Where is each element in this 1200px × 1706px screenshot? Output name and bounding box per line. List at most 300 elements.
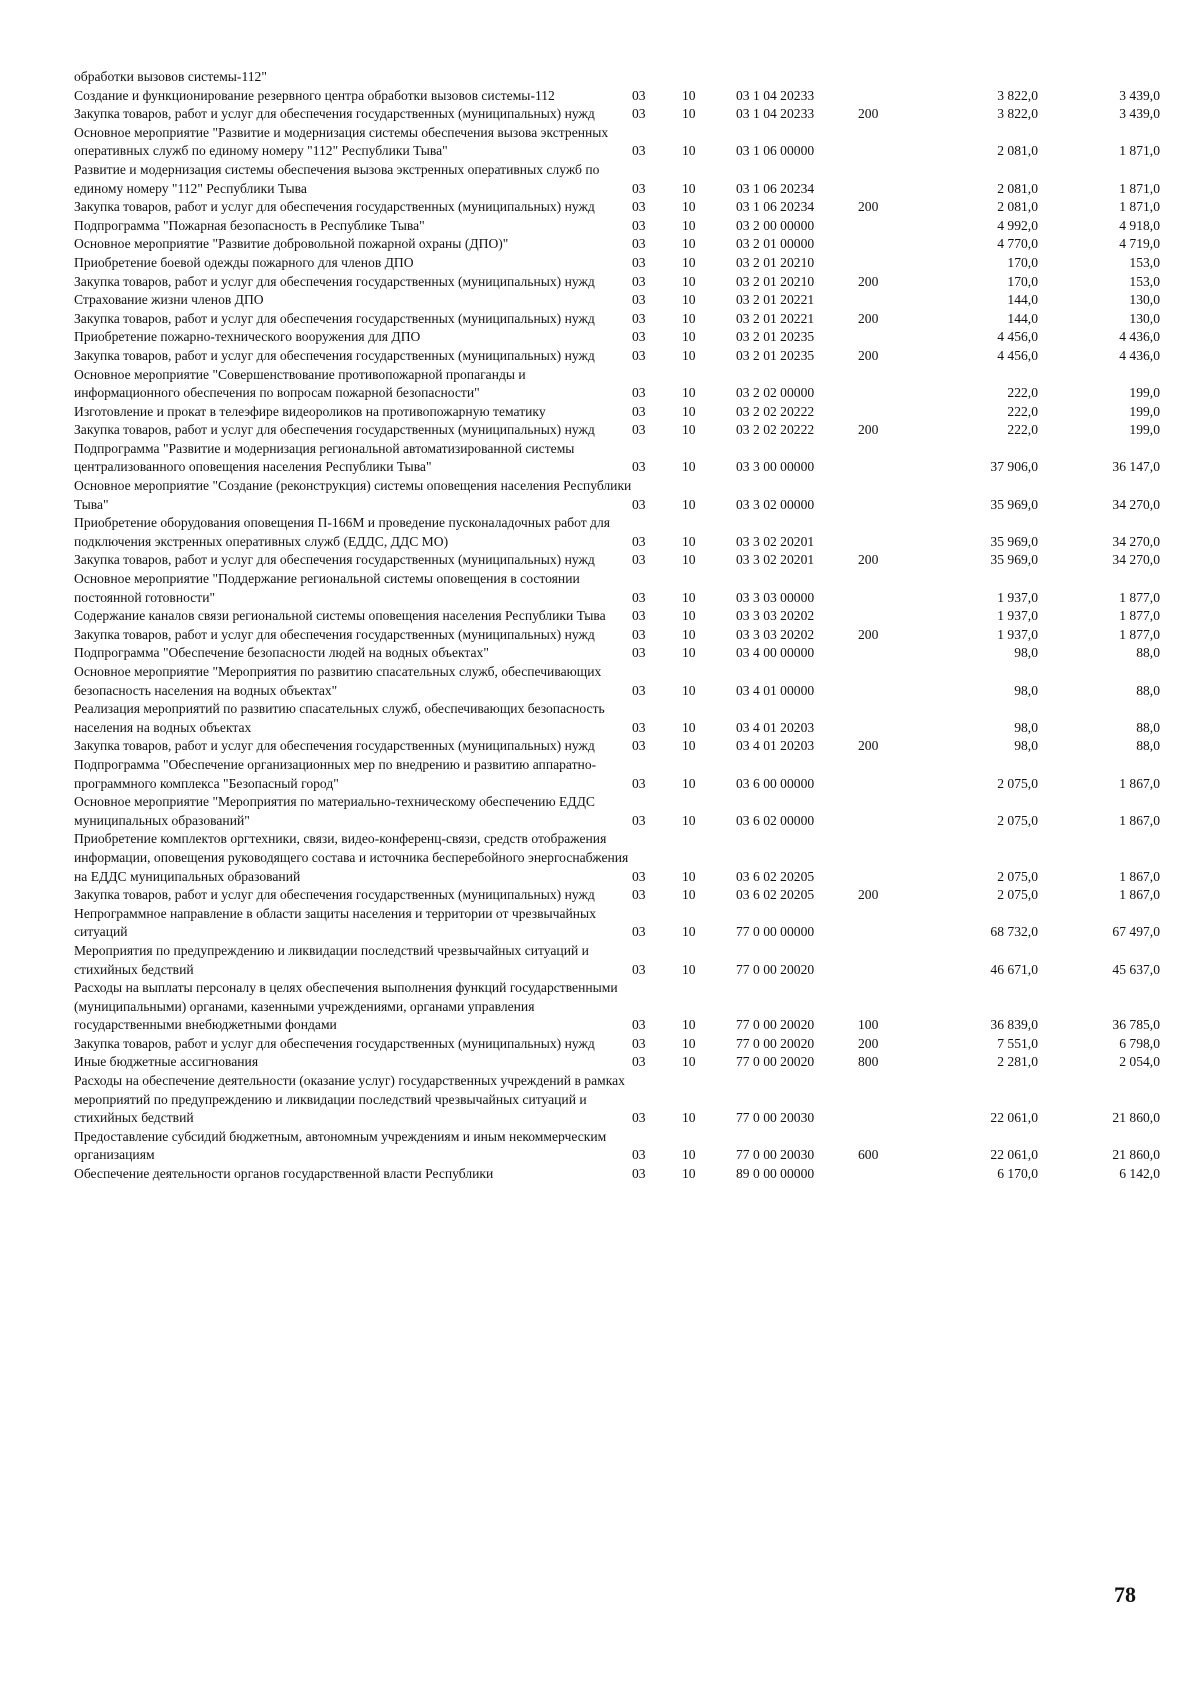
expense-type-cell: 200 bbox=[858, 738, 879, 754]
section-code-cell: 03 bbox=[632, 329, 646, 345]
amount-2-cell: 1 867,0 bbox=[1119, 887, 1160, 903]
table-row bbox=[74, 1072, 1160, 1128]
amount-2-cell: 34 270,0 bbox=[1112, 496, 1160, 512]
row-name-cell: Реализация мероприятий по развитию спасательных служб, обеспечивающих безопасность населения на водных объектах bbox=[74, 701, 605, 735]
expense-type-cell: 200 bbox=[858, 887, 879, 903]
amount-2-cell: 34 270,0 bbox=[1112, 552, 1160, 568]
amount-1-cell: 4 992,0 bbox=[997, 217, 1038, 233]
expense-type-cell: 200 bbox=[858, 273, 879, 289]
amount-1-cell: 3 822,0 bbox=[997, 87, 1038, 103]
expense-type-cell: 200 bbox=[858, 310, 879, 326]
table-row bbox=[74, 979, 1160, 1035]
subsection-code-cell: 10 bbox=[682, 1054, 696, 1070]
table-row bbox=[74, 756, 1160, 793]
amount-2-cell: 130,0 bbox=[1129, 310, 1160, 326]
target-article-cell: 77 0 00 00000 bbox=[736, 924, 815, 940]
amount-1-cell: 35 969,0 bbox=[990, 496, 1038, 512]
amount-2-cell: 3 439,0 bbox=[1119, 87, 1160, 103]
amount-2-cell: 4 918,0 bbox=[1119, 217, 1160, 233]
target-article-cell bbox=[736, 68, 858, 87]
row-name-cell: Подпрограмма "Пожарная безопасность в Республике Тыва" bbox=[74, 217, 425, 233]
row-name-cell: Закупка товаров, работ и услуг для обеспечения государственных (муниципальных) нужд bbox=[74, 552, 595, 568]
subsection-code-cell: 10 bbox=[682, 738, 696, 754]
subsection-code-cell: 10 bbox=[682, 589, 696, 605]
subsection-code-cell: 10 bbox=[682, 626, 696, 642]
table-row bbox=[74, 1035, 1160, 1054]
amount-1-cell: 98,0 bbox=[1014, 645, 1038, 661]
subsection-code-cell: 10 bbox=[682, 1166, 696, 1182]
target-article-cell: 03 2 01 20221 bbox=[736, 310, 815, 326]
table-row bbox=[74, 347, 1160, 366]
amount-1-cell: 222,0 bbox=[1007, 422, 1038, 438]
row-name-cell: Страхование жизни членов ДПО bbox=[74, 292, 264, 308]
row-name-cell: Подпрограмма "Развитие и модернизация региональной автоматизированной системы централизованного оповещения населения Республики Тыва" bbox=[74, 440, 575, 475]
expense-type-cell bbox=[858, 514, 934, 551]
target-article-cell: 03 3 00 00000 bbox=[736, 459, 815, 475]
section-code-cell: 03 bbox=[632, 626, 646, 642]
section-code-cell: 03 bbox=[632, 347, 646, 363]
amount-2-cell: 4 436,0 bbox=[1119, 347, 1160, 363]
section-code-cell: 03 bbox=[632, 924, 646, 940]
amount-2-cell: 4 719,0 bbox=[1119, 236, 1160, 252]
expense-type-cell bbox=[858, 477, 934, 514]
amount-1-cell: 2 075,0 bbox=[997, 775, 1038, 791]
row-name-cell: Основное мероприятие "Развитие добровольной пожарной охраны (ДПО)" bbox=[74, 236, 509, 252]
subsection-code-cell: 10 bbox=[682, 812, 696, 828]
row-name-cell: Закупка товаров, работ и услуг для обеспечения государственных (муниципальных) нужд bbox=[74, 310, 595, 326]
expense-type-cell: 200 bbox=[858, 626, 879, 642]
table-row bbox=[74, 291, 1160, 310]
subsection-code-cell: 10 bbox=[682, 1017, 696, 1033]
amount-2-cell: 88,0 bbox=[1136, 738, 1160, 754]
table-row bbox=[74, 310, 1160, 329]
subsection-code-cell: 10 bbox=[682, 180, 696, 196]
section-code-cell: 03 bbox=[632, 496, 646, 512]
amount-2-cell: 1 867,0 bbox=[1119, 868, 1160, 884]
amount-2-cell: 21 860,0 bbox=[1112, 1147, 1160, 1163]
target-article-cell: 03 6 02 20205 bbox=[736, 887, 815, 903]
section-code-cell: 03 bbox=[632, 273, 646, 289]
subsection-code-cell: 10 bbox=[682, 719, 696, 735]
amount-2-cell: 199,0 bbox=[1129, 385, 1160, 401]
subsection-code-cell: 10 bbox=[682, 682, 696, 698]
table-row bbox=[74, 514, 1160, 551]
table-row bbox=[74, 607, 1160, 626]
amount-1-cell: 98,0 bbox=[1014, 738, 1038, 754]
section-code-cell: 03 bbox=[632, 1147, 646, 1163]
expense-type-cell bbox=[858, 403, 934, 422]
target-article-cell: 03 4 01 20203 bbox=[736, 719, 815, 735]
expense-type-cell: 200 bbox=[858, 106, 879, 122]
expense-type-cell bbox=[858, 905, 934, 942]
row-name-cell: Закупка товаров, работ и услуг для обеспечения государственных (муниципальных) нужд bbox=[74, 738, 595, 754]
amount-1-cell: 2 075,0 bbox=[997, 868, 1038, 884]
target-article-cell: 03 2 01 20210 bbox=[736, 254, 815, 270]
section-code-cell: 03 bbox=[632, 533, 646, 549]
target-article-cell: 03 6 02 20205 bbox=[736, 868, 815, 884]
amount-1-cell: 37 906,0 bbox=[990, 459, 1038, 475]
amount-1-cell: 222,0 bbox=[1007, 403, 1038, 419]
target-article-cell: 03 6 00 00000 bbox=[736, 775, 815, 791]
row-name-cell: Основное мероприятие "Мероприятия по развитию спасательных служб, обеспечивающих безопасность населения на водных объектах" bbox=[74, 664, 602, 698]
amount-2-cell: 1 871,0 bbox=[1119, 199, 1160, 215]
row-name-cell: Развитие и модернизация системы обеспечения вызова экстренных оперативных служб по единому номеру "112" Республики Тыва bbox=[74, 161, 600, 196]
row-name-cell: Расходы на обеспечение деятельности (оказание услуг) государственных учреждений в рамках мероприятий по предупреждению и ликвидации последствий чрезвычайных ситуаций и стихийных бедствий bbox=[74, 1073, 625, 1126]
section-code-cell: 03 bbox=[632, 254, 646, 270]
expense-type-cell: 600 bbox=[858, 1147, 879, 1163]
amount-2-cell: 153,0 bbox=[1129, 273, 1160, 289]
amount-1-cell: 4 770,0 bbox=[997, 236, 1038, 252]
target-article-cell: 03 1 06 20234 bbox=[736, 199, 815, 215]
amount-2-cell: 88,0 bbox=[1136, 719, 1160, 735]
amount-1-cell: 1 937,0 bbox=[997, 626, 1038, 642]
table-row bbox=[74, 570, 1160, 607]
row-name-cell: обработки вызовов системы-112" bbox=[74, 69, 267, 84]
table-row bbox=[74, 626, 1160, 645]
target-article-cell: 03 2 02 20222 bbox=[736, 422, 815, 438]
amount-2-cell: 1 877,0 bbox=[1119, 608, 1160, 624]
section-code-cell: 03 bbox=[632, 217, 646, 233]
target-article-cell: 03 2 02 00000 bbox=[736, 385, 815, 401]
expense-type-cell bbox=[858, 291, 934, 310]
expense-type-cell: 200 bbox=[858, 347, 879, 363]
amount-2-cell: 4 436,0 bbox=[1119, 329, 1160, 345]
amount-1-cell: 22 061,0 bbox=[990, 1110, 1038, 1126]
table-row bbox=[74, 905, 1160, 942]
subsection-code-cell: 10 bbox=[682, 347, 696, 363]
row-name-cell: Изготовление и прокат в телеэфире видеороликов на противопожарную тематику bbox=[74, 403, 546, 419]
expense-type-cell bbox=[858, 217, 934, 236]
section-code-cell: 03 bbox=[632, 645, 646, 661]
section-code-cell: 03 bbox=[632, 589, 646, 605]
expense-type-cell bbox=[858, 161, 934, 198]
amount-2-cell: 1 877,0 bbox=[1119, 626, 1160, 642]
section-code-cell: 03 bbox=[632, 1035, 646, 1051]
table-row bbox=[74, 663, 1160, 700]
table-row bbox=[74, 644, 1160, 663]
amount-2-cell: 6 142,0 bbox=[1119, 1166, 1160, 1182]
table-row bbox=[74, 942, 1160, 979]
amount-1-cell: 36 839,0 bbox=[990, 1017, 1038, 1033]
subsection-code-cell: 10 bbox=[682, 459, 696, 475]
row-name-cell: Приобретение оборудования оповещения П-166М и проведение пусконаладочных работ для подключения экстренных оперативных служб (ЕДДС, ДДС МО) bbox=[74, 515, 610, 549]
row-name-cell: Закупка товаров, работ и услуг для обеспечения государственных (муниципальных) нужд bbox=[74, 106, 595, 122]
target-article-cell: 77 0 00 20020 bbox=[736, 1054, 815, 1070]
amount-2-cell: 1 877,0 bbox=[1119, 589, 1160, 605]
expense-type-cell: 200 bbox=[858, 552, 879, 568]
table-row bbox=[74, 886, 1160, 905]
section-code-cell: 03 bbox=[632, 552, 646, 568]
amount-1-cell bbox=[934, 68, 1038, 87]
subsection-code-cell: 10 bbox=[682, 961, 696, 977]
section-code-cell: 03 bbox=[632, 682, 646, 698]
expense-type-cell bbox=[858, 440, 934, 477]
section-code-cell: 03 bbox=[632, 143, 646, 159]
subsection-code-cell: 10 bbox=[682, 496, 696, 512]
table-row bbox=[74, 105, 1160, 124]
table-row bbox=[74, 254, 1160, 273]
amount-1-cell: 144,0 bbox=[1007, 310, 1038, 326]
subsection-code-cell: 10 bbox=[682, 608, 696, 624]
subsection-code-cell: 10 bbox=[682, 1110, 696, 1126]
section-code-cell: 03 bbox=[632, 887, 646, 903]
table-row bbox=[74, 421, 1160, 440]
row-name-cell: Основное мероприятие "Создание (реконструкция) системы оповещения населения Республики Тыва" bbox=[74, 478, 632, 512]
table-row bbox=[74, 1165, 1160, 1184]
expense-type-cell bbox=[858, 124, 934, 161]
table-row bbox=[74, 440, 1160, 477]
amount-2-cell bbox=[1038, 68, 1160, 87]
target-article-cell: 03 3 03 20202 bbox=[736, 626, 815, 642]
target-article-cell: 03 2 01 20235 bbox=[736, 329, 815, 345]
target-article-cell: 03 1 04 20233 bbox=[736, 87, 815, 103]
subsection-code-cell: 10 bbox=[682, 87, 696, 103]
expense-type-cell bbox=[858, 68, 934, 87]
row-name-cell: Приобретение боевой одежды пожарного для членов ДПО bbox=[74, 254, 414, 270]
table-row bbox=[74, 87, 1160, 106]
subsection-code-cell: 10 bbox=[682, 1147, 696, 1163]
section-code-cell: 03 bbox=[632, 310, 646, 326]
table-row bbox=[74, 830, 1160, 886]
subsection-code-cell: 10 bbox=[682, 422, 696, 438]
target-article-cell: 03 3 02 20201 bbox=[736, 533, 815, 549]
table-row bbox=[74, 477, 1160, 514]
row-name-cell: Приобретение пожарно-технического вооружения для ДПО bbox=[74, 329, 421, 345]
table-row bbox=[74, 273, 1160, 292]
amount-2-cell: 130,0 bbox=[1129, 292, 1160, 308]
target-article-cell: 03 1 04 20233 bbox=[736, 106, 815, 122]
table-row bbox=[74, 793, 1160, 830]
target-article-cell: 03 1 06 20234 bbox=[736, 180, 815, 196]
subsection-code-cell: 10 bbox=[682, 106, 696, 122]
expense-type-cell bbox=[858, 1072, 934, 1128]
section-code-cell: 03 bbox=[632, 236, 646, 252]
row-name-cell: Основное мероприятие "Поддержание региональной системы оповещения в состоянии постоянной готовности" bbox=[74, 571, 580, 605]
amount-2-cell: 67 497,0 bbox=[1112, 924, 1160, 940]
section-code-cell: 03 bbox=[632, 1017, 646, 1033]
target-article-cell: 03 2 01 20235 bbox=[736, 347, 815, 363]
amount-2-cell: 3 439,0 bbox=[1119, 106, 1160, 122]
subsection-code-cell: 10 bbox=[682, 143, 696, 159]
expense-type-cell bbox=[858, 942, 934, 979]
table-row bbox=[74, 1128, 1160, 1165]
section-code-cell: 03 bbox=[632, 459, 646, 475]
target-article-cell: 77 0 00 20030 bbox=[736, 1147, 815, 1163]
table-row bbox=[74, 366, 1160, 403]
amount-2-cell: 88,0 bbox=[1136, 682, 1160, 698]
subsection-code-cell: 10 bbox=[682, 403, 696, 419]
section-code-cell bbox=[632, 68, 682, 87]
amount-1-cell: 170,0 bbox=[1007, 254, 1038, 270]
amount-2-cell: 88,0 bbox=[1136, 645, 1160, 661]
subsection-code-cell: 10 bbox=[682, 310, 696, 326]
amount-1-cell: 1 937,0 bbox=[997, 608, 1038, 624]
subsection-code-cell: 10 bbox=[682, 533, 696, 549]
target-article-cell: 03 3 03 20202 bbox=[736, 608, 815, 624]
amount-1-cell: 2 081,0 bbox=[997, 143, 1038, 159]
expense-type-cell bbox=[858, 570, 934, 607]
table-row bbox=[74, 217, 1160, 236]
section-code-cell: 03 bbox=[632, 1054, 646, 1070]
target-article-cell: 77 0 00 20030 bbox=[736, 1110, 815, 1126]
amount-1-cell: 4 456,0 bbox=[997, 347, 1038, 363]
row-name-cell: Закупка товаров, работ и услуг для обеспечения государственных (муниципальных) нужд bbox=[74, 1035, 595, 1051]
amount-1-cell: 98,0 bbox=[1014, 719, 1038, 735]
table-row bbox=[74, 161, 1160, 198]
target-article-cell: 03 6 02 00000 bbox=[736, 812, 815, 828]
row-name-cell: Закупка товаров, работ и услуг для обеспечения государственных (муниципальных) нужд bbox=[74, 422, 595, 438]
amount-1-cell: 22 061,0 bbox=[990, 1147, 1038, 1163]
target-article-cell: 03 2 02 20222 bbox=[736, 403, 815, 419]
row-name-cell: Предоставление субсидий бюджетным, автономным учреждениям и иным некоммерческим организациям bbox=[74, 1128, 607, 1163]
subsection-code-cell: 10 bbox=[682, 645, 696, 661]
section-code-cell: 03 bbox=[632, 812, 646, 828]
row-name-cell: Создание и функционирование резервного центра обработки вызовов системы-112 bbox=[74, 87, 555, 103]
budget-table-body bbox=[74, 68, 1160, 1184]
table-row bbox=[74, 235, 1160, 254]
table-row bbox=[74, 403, 1160, 422]
subsection-code-cell: 10 bbox=[682, 775, 696, 791]
amount-1-cell: 4 456,0 bbox=[997, 329, 1038, 345]
row-name-cell: Закупка товаров, работ и услуг для обеспечения государственных (муниципальных) нужд bbox=[74, 626, 595, 642]
row-name-cell: Закупка товаров, работ и услуг для обеспечения государственных (муниципальных) нужд bbox=[74, 199, 595, 215]
target-article-cell: 03 1 06 00000 bbox=[736, 143, 815, 159]
section-code-cell: 03 bbox=[632, 422, 646, 438]
section-code-cell: 03 bbox=[632, 180, 646, 196]
subsection-code-cell: 10 bbox=[682, 868, 696, 884]
amount-1-cell: 35 969,0 bbox=[990, 533, 1038, 549]
expense-type-cell bbox=[858, 793, 934, 830]
expense-type-cell bbox=[858, 87, 934, 106]
amount-2-cell: 153,0 bbox=[1129, 254, 1160, 270]
subsection-code-cell: 10 bbox=[682, 292, 696, 308]
table-row bbox=[74, 551, 1160, 570]
row-name-cell: Основное мероприятие "Совершенствование противопожарной пропаганды и информационного обеспечения по вопросам пожарной безопасности" bbox=[74, 366, 526, 401]
row-name-cell: Подпрограмма "Обеспечение безопасности людей на водных объектах" bbox=[74, 645, 489, 661]
row-name-cell: Расходы на выплаты персоналу в целях обеспечения выполнения функций государственными (муниципальными) органами, казенными учреждениями, органами управления государственными внебюджетными фондами bbox=[74, 980, 618, 1033]
table-row bbox=[74, 1053, 1160, 1072]
subsection-code-cell: 10 bbox=[682, 199, 696, 215]
amount-1-cell: 68 732,0 bbox=[990, 924, 1038, 940]
amount-2-cell: 199,0 bbox=[1129, 403, 1160, 419]
section-code-cell: 03 bbox=[632, 608, 646, 624]
expense-type-cell: 200 bbox=[858, 199, 879, 215]
section-code-cell: 03 bbox=[632, 868, 646, 884]
row-name-cell: Обеспечение деятельности органов государственной власти Республики bbox=[74, 1166, 494, 1182]
amount-1-cell: 2 081,0 bbox=[997, 180, 1038, 196]
amount-2-cell: 36 785,0 bbox=[1112, 1017, 1160, 1033]
amount-1-cell: 2 075,0 bbox=[997, 887, 1038, 903]
section-code-cell: 03 bbox=[632, 719, 646, 735]
target-article-cell: 77 0 00 20020 bbox=[736, 1017, 815, 1033]
amount-2-cell: 199,0 bbox=[1129, 422, 1160, 438]
expense-type-cell bbox=[858, 366, 934, 403]
row-name-cell: Закупка товаров, работ и услуг для обеспечения государственных (муниципальных) нужд bbox=[74, 347, 595, 363]
expense-type-cell bbox=[858, 830, 934, 886]
expense-type-cell bbox=[858, 644, 934, 663]
table-row bbox=[74, 737, 1160, 756]
section-code-cell: 03 bbox=[632, 292, 646, 308]
amount-1-cell: 3 822,0 bbox=[997, 106, 1038, 122]
amount-2-cell: 1 871,0 bbox=[1119, 143, 1160, 159]
table-row bbox=[74, 124, 1160, 161]
table-row bbox=[74, 198, 1160, 217]
amount-2-cell: 1 867,0 bbox=[1119, 775, 1160, 791]
expense-type-cell: 200 bbox=[858, 1035, 879, 1051]
section-code-cell: 03 bbox=[632, 87, 646, 103]
subsection-code-cell: 10 bbox=[682, 887, 696, 903]
section-code-cell: 03 bbox=[632, 1166, 646, 1182]
table-row bbox=[74, 68, 1160, 87]
expense-type-cell: 800 bbox=[858, 1054, 879, 1070]
amount-1-cell: 2 281,0 bbox=[997, 1054, 1038, 1070]
target-article-cell: 03 4 01 00000 bbox=[736, 682, 815, 698]
row-name-cell: Мероприятия по предупреждению и ликвидации последствий чрезвычайных ситуаций и стихийных бедствий bbox=[74, 942, 589, 977]
subsection-code-cell: 10 bbox=[682, 254, 696, 270]
target-article-cell: 89 0 00 00000 bbox=[736, 1166, 815, 1182]
amount-2-cell: 21 860,0 bbox=[1112, 1110, 1160, 1126]
expense-type-cell bbox=[858, 756, 934, 793]
expense-type-cell bbox=[858, 254, 934, 273]
amount-1-cell: 2 075,0 bbox=[997, 812, 1038, 828]
expense-type-cell bbox=[858, 1165, 934, 1184]
target-article-cell: 03 4 00 00000 bbox=[736, 645, 815, 661]
amount-1-cell: 7 551,0 bbox=[997, 1035, 1038, 1051]
row-name-cell: Закупка товаров, работ и услуг для обеспечения государственных (муниципальных) нужд bbox=[74, 887, 595, 903]
target-article-cell: 77 0 00 20020 bbox=[736, 961, 815, 977]
budget-table bbox=[74, 68, 1160, 1184]
subsection-code-cell: 10 bbox=[682, 273, 696, 289]
amount-1-cell: 144,0 bbox=[1007, 292, 1038, 308]
target-article-cell: 03 2 00 00000 bbox=[736, 217, 815, 233]
amount-1-cell: 98,0 bbox=[1014, 682, 1038, 698]
target-article-cell: 77 0 00 20020 bbox=[736, 1035, 815, 1051]
amount-2-cell: 1 867,0 bbox=[1119, 812, 1160, 828]
amount-2-cell: 34 270,0 bbox=[1112, 533, 1160, 549]
amount-2-cell: 45 637,0 bbox=[1112, 961, 1160, 977]
subsection-code-cell bbox=[682, 68, 736, 87]
subsection-code-cell: 10 bbox=[682, 385, 696, 401]
section-code-cell: 03 bbox=[632, 385, 646, 401]
target-article-cell: 03 2 01 00000 bbox=[736, 236, 815, 252]
amount-1-cell: 222,0 bbox=[1007, 385, 1038, 401]
expense-type-cell bbox=[858, 663, 934, 700]
row-name-cell: Иные бюджетные ассигнования bbox=[74, 1054, 259, 1070]
amount-1-cell: 46 671,0 bbox=[990, 961, 1038, 977]
subsection-code-cell: 10 bbox=[682, 1035, 696, 1051]
target-article-cell: 03 3 02 00000 bbox=[736, 496, 815, 512]
expense-type-cell bbox=[858, 235, 934, 254]
amount-2-cell: 1 871,0 bbox=[1119, 180, 1160, 196]
amount-1-cell: 35 969,0 bbox=[990, 552, 1038, 568]
amount-1-cell: 170,0 bbox=[1007, 273, 1038, 289]
subsection-code-cell: 10 bbox=[682, 217, 696, 233]
amount-2-cell: 2 054,0 bbox=[1119, 1054, 1160, 1070]
expense-type-cell bbox=[858, 700, 934, 737]
amount-1-cell: 2 081,0 bbox=[997, 199, 1038, 215]
section-code-cell: 03 bbox=[632, 403, 646, 419]
target-article-cell: 03 2 01 20210 bbox=[736, 273, 815, 289]
section-code-cell: 03 bbox=[632, 961, 646, 977]
expense-type-cell: 100 bbox=[858, 1017, 879, 1033]
table-row bbox=[74, 700, 1160, 737]
row-name-cell: Основное мероприятие "Мероприятия по материально-техническому обеспечению ЕДДС муниципальных образований" bbox=[74, 794, 595, 828]
subsection-code-cell: 10 bbox=[682, 329, 696, 345]
expense-type-cell bbox=[858, 328, 934, 347]
row-name-cell: Непрограммное направление в области защиты населения и территории от чрезвычайных ситуаций bbox=[74, 905, 596, 940]
subsection-code-cell: 10 bbox=[682, 552, 696, 568]
subsection-code-cell: 10 bbox=[682, 924, 696, 940]
